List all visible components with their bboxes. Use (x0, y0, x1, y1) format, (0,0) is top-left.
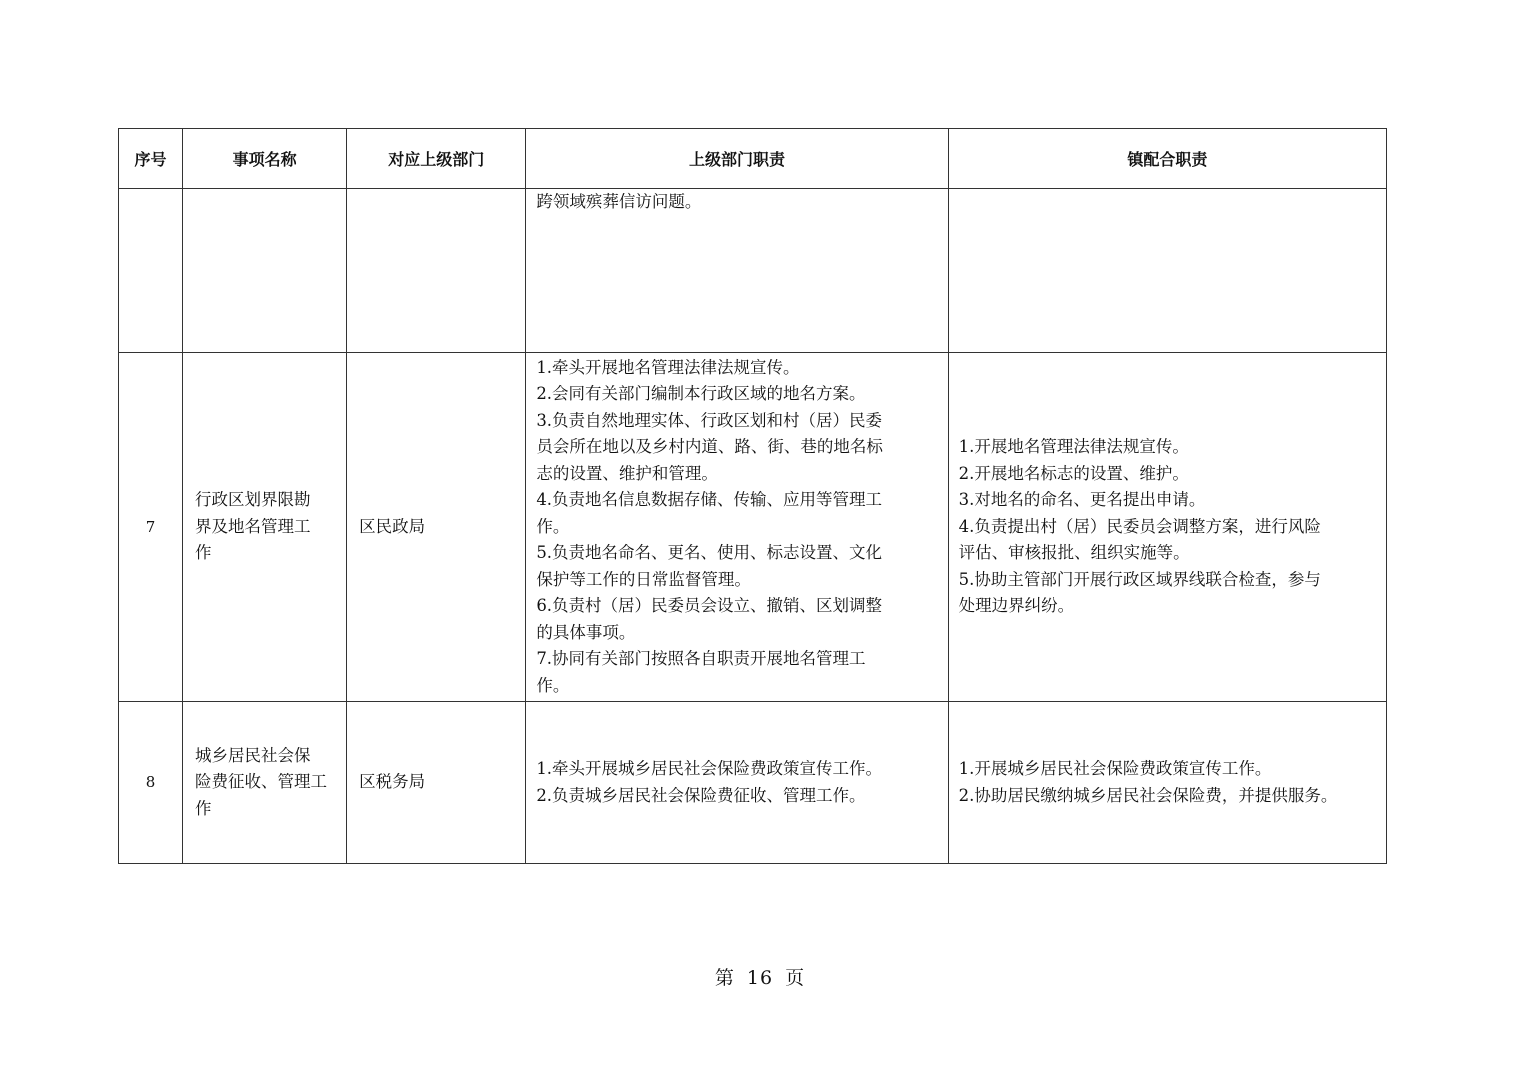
header-item-name: 事项名称 (183, 129, 347, 189)
header-row (119, 129, 1387, 189)
cell-upper-duties (526, 189, 948, 353)
duty-line: 2.协助居民缴纳城乡居民社会保险费，并提供服务。 (958, 785, 1338, 805)
duty-line: 1.开展城乡居民社会保险费政策宣传工作。 (958, 759, 1272, 778)
page-number-value: 16 (746, 967, 774, 989)
duty-line: 5.负责地名命名、更名、使用、标志设置、文化 (536, 543, 883, 563)
duty-line: 1.开展地名管理法律法规宣传。 (958, 437, 1189, 457)
table-row (119, 353, 1387, 702)
cell-item-name (183, 189, 347, 353)
cell-upper-duties (526, 353, 948, 702)
duty-line: 2.负责城乡居民社会保险费征收、管理工作。 (536, 785, 866, 805)
header-seq: 序号 (119, 129, 183, 189)
cell-upper-dept (347, 189, 526, 353)
cell-seq: 8 (119, 702, 183, 864)
duty-line: 员会所在地以及乡村内道、路、街、巷的地名标 (536, 437, 883, 457)
page-number (0, 963, 1520, 990)
duty-line: 2.会同有关部门编制本行政区域的地名方案。 (536, 384, 866, 404)
header-town-duties: 镇配合职责 (948, 129, 1386, 189)
cell-town-duties (948, 702, 1386, 864)
item-name-line: 作 (195, 798, 212, 818)
header-upper-duties: 上级部门职责 (526, 129, 948, 189)
page-number-suffix: 页 (785, 967, 806, 989)
duty-line: 3.对地名的命名、更名提出申请。 (958, 490, 1206, 510)
cell-town-duties (948, 189, 1386, 353)
duty-line: 7.协同有关部门按照各自职责开展地名管理工 (536, 649, 866, 669)
item-name-line: 城乡居民社会保 (195, 745, 311, 765)
duty-line: 作。 (536, 516, 570, 536)
item-name-line: 作 (195, 543, 212, 563)
duty-line: 5.协助主管部门开展行政区域界线联合检查，参与 (958, 569, 1321, 589)
table-row (119, 702, 1387, 864)
cell-seq: 7 (119, 353, 183, 702)
duty-line: 3.负责自然地理实体、行政区划和村（居）民委 (536, 410, 883, 430)
cell-town-duties (948, 353, 1386, 702)
cell-upper-duties (526, 702, 948, 864)
duty-line: 处理边界纠纷。 (958, 596, 1075, 616)
duty-line: 2.开展地名标志的设置、维护。 (958, 463, 1189, 483)
page-number-prefix: 第 (714, 967, 735, 989)
item-name-line: 行政区划界限勘 (195, 490, 311, 510)
duty-line: 4.负责提出村（居）民委员会调整方案，进行风险 (958, 516, 1321, 536)
item-name-line: 险费征收、管理工 (195, 772, 328, 792)
header-upper-dept: 对应上级部门 (347, 129, 526, 189)
table-row (119, 189, 1387, 353)
duty-table (118, 128, 1387, 864)
duty-line: 1.牵头开展地名管理法律法规宣传。 (536, 357, 800, 377)
cell-seq (119, 189, 183, 353)
duty-line: 4.负责地名信息数据存储、传输、应用等管理工 (536, 490, 883, 510)
duty-line: 1.牵头开展城乡居民社会保险费政策宣传工作。 (536, 759, 883, 778)
table-header (119, 129, 1387, 189)
duty-line: 志的设置、维护和管理。 (536, 463, 718, 483)
duty-line: 6.负责村（居）民委员会设立、撤销、区划调整 (536, 596, 883, 616)
duty-line: 的具体事项。 (536, 622, 636, 642)
cell-item-name (183, 353, 347, 702)
item-name-line: 界及地名管理工 (195, 516, 311, 536)
cell-item-name (183, 702, 347, 864)
cell-upper-dept: 区民政局 (347, 353, 526, 702)
duty-line: 作。 (536, 675, 570, 695)
cell-upper-dept: 区税务局 (347, 702, 526, 864)
duty-line: 评估、审核报批、组织实施等。 (958, 543, 1190, 563)
duty-line: 跨领域殡葬信访问题。 (536, 192, 702, 211)
duty-line: 保护等工作的日常监督管理。 (536, 569, 751, 589)
